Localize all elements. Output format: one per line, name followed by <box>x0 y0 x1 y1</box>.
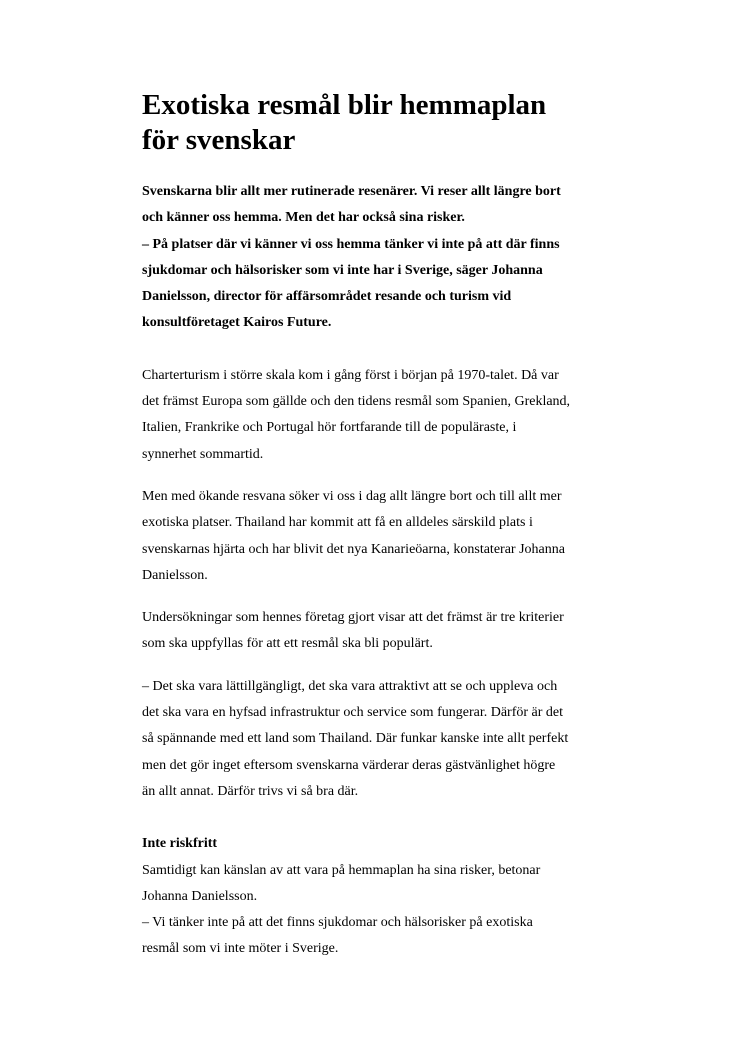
body-line: som ska uppfyllas för att ett resmål ska bli populärt. <box>142 636 433 652</box>
body-line: Danielsson. <box>142 567 208 583</box>
body-paragraph <box>142 363 612 468</box>
body-line: Undersökningar som hennes företag gjort visar att det främst är tre kriterier <box>142 610 564 626</box>
body-line: Charterturism i större skala kom i gång först i början på 1970-talet. Då var <box>142 367 559 383</box>
body-line: Johanna Danielsson. <box>142 888 258 904</box>
body-line: så spännande med ett land som Thailand. Där funkar kanske inte allt perfekt <box>142 731 569 747</box>
body-line: – Vi tänker inte på att det finns sjukdomar och hälsorisker på exotiska <box>142 915 533 931</box>
body-line: men det gör inget eftersom svenskarna värderar deras gästvänlighet högre <box>142 757 556 773</box>
body-line: Italien, Frankrike och Portugal hör fortfarande till de populäraste, i <box>142 420 517 436</box>
title-line: för svenskar <box>142 124 296 156</box>
lead-line: Danielsson, director för affärsområdet resande och turism vid <box>142 289 512 305</box>
article <box>142 88 612 963</box>
body-line: än allt annat. Därför trivs vi så bra där. <box>142 783 359 799</box>
body-line: Men med ökande resvana söker vi oss i dag allt längre bort och till allt mer <box>142 488 562 504</box>
section-heading: Inte riskfritt <box>142 836 218 852</box>
body-paragraph <box>142 484 612 589</box>
lead-line: och känner oss hemma. Men det har också sina risker. <box>142 210 465 226</box>
lead-line: konsultföretaget Kairos Future. <box>142 315 332 331</box>
body-line: det främst Europa som gällde och den tidens resmål som Spanien, Grekland, <box>142 394 571 410</box>
body-line: svenskarnas hjärta och har blivit det nya Kanarieöarna, konstaterar Johanna <box>142 541 565 557</box>
lead-line: Svenskarna blir allt mer rutinerade resenärer. Vi reser allt längre bort <box>142 184 561 199</box>
body-line: resmål som vi inte möter i Sverige. <box>142 941 339 957</box>
lead-paragraph <box>142 179 612 337</box>
body-paragraph <box>142 605 612 658</box>
lead-line: – På platser där vi känner vi oss hemma tänker vi inte på att där finns <box>142 236 560 252</box>
body-line: synnerhet sommartid. <box>142 446 264 462</box>
body-line: exotiska platser. Thailand har kommit att få en alldeles särskild plats i <box>142 515 533 531</box>
body-paragraph <box>142 674 612 805</box>
body-line: det ska vara en hyfsad infrastruktur och service som fungerar. Därför är det <box>142 705 563 721</box>
body-line: Samtidigt kan känslan av att vara på hemmaplan ha sina risker, betonar <box>142 862 541 878</box>
section-inte-riskfritt <box>142 831 612 962</box>
article-title <box>142 88 612 158</box>
lead-line: sjukdomar och hälsorisker som vi inte har i Sverige, säger Johanna <box>142 262 543 278</box>
body-line: – Det ska vara lättillgängligt, det ska vara attraktivt att se och uppleva och <box>142 678 558 694</box>
title-line: Exotiska resmål blir hemmaplan <box>142 89 547 121</box>
